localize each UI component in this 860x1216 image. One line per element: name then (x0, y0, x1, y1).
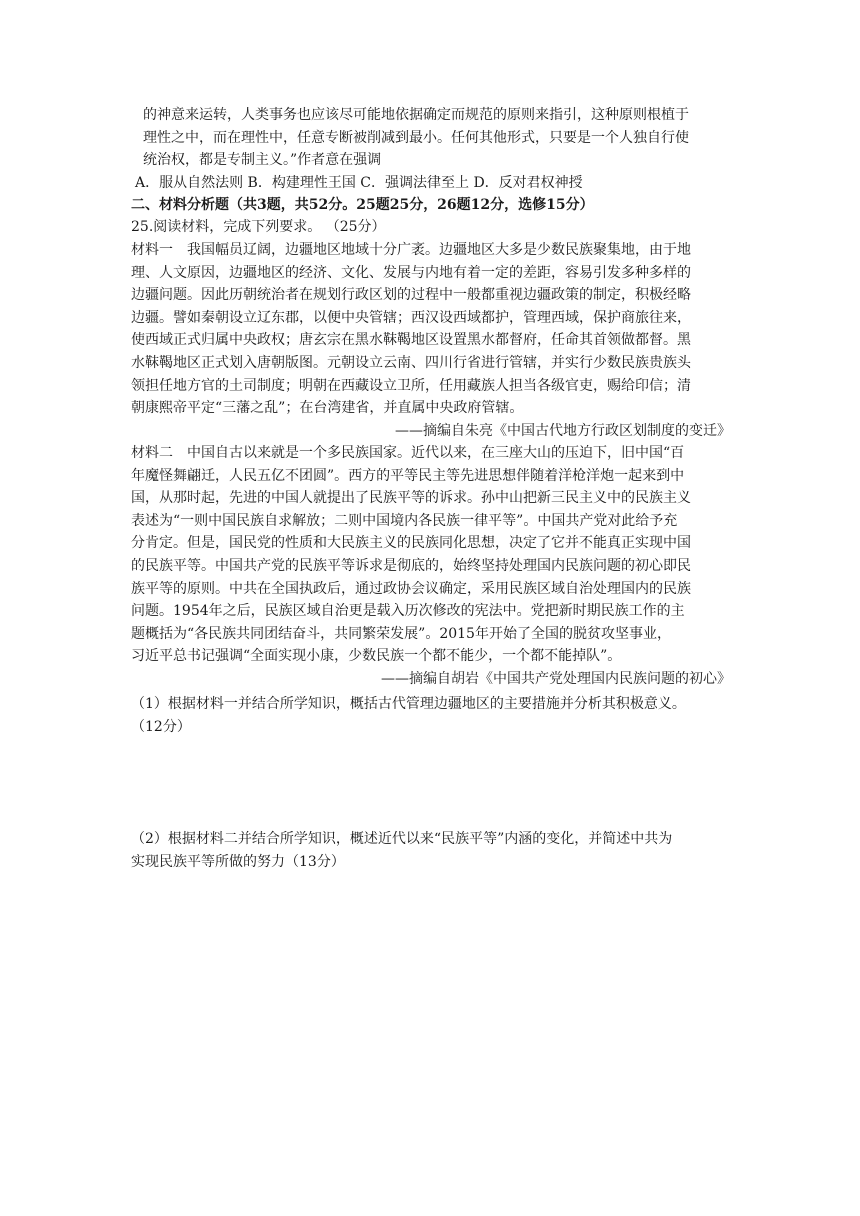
material-line: 分肯定。但是，国民党的性质和大民族主义的民族同化思想，决定了它并不能真正实现中国 (131, 535, 691, 552)
material-line (131, 239, 731, 262)
sub-question-2 (131, 828, 731, 873)
sub-question-1 (131, 693, 731, 738)
material-line: 年魔怪舞翩迁，人民五亿不团圆”。西方的平等民主等先进思想伴随着洋枪洋炮一起来到中 (131, 467, 685, 484)
material-line: 使西域正式归属中央政权；唐玄宗在黑水靺鞨地区设置黑水都督府，任命其首领做都督。黑 (131, 332, 691, 349)
material-label: 材料一 (131, 242, 173, 258)
answer-options (131, 172, 731, 195)
material-line: 表述为“一则中国民族自求解放；二则中国境内各民族一律平等”。中国共产党对此给予充 (131, 512, 678, 529)
material-line: 理、人文原因，边疆地区的经济、文化、发展与内地有着一定的差距，容易引发多种多样的 (131, 264, 691, 281)
material-line: 边疆。譬如秦朝设立辽东郡，以便中央管辖；西汉设西域都护，管理西域，保护商旅往来， (131, 309, 691, 326)
question-25-header (131, 216, 731, 239)
options-line: A．服从自然法则 B．构建理性王国 C．强调法律至上 D．反对君权神授 (135, 175, 583, 191)
question-line: （12分） (131, 718, 191, 735)
material-line: 的民族平等。中国共产党的民族平等诉求是彻底的，始终坚持处理国内民族问题的初心即民 (131, 557, 691, 574)
material-line: 族平等的原则。中共在全国执政后，通过政协会议确定，采用民族区域自治处理国内的民族 (131, 580, 691, 597)
answer-space (131, 740, 731, 820)
material-line: 水靺鞨地区正式划入唐朝版图。元朝设立云南、四川行省进行管辖，并实行少数民族贵族头 (131, 354, 691, 371)
question-header: 25.阅读材料，完成下列要求。 （25分） (131, 219, 386, 235)
material-line: 题概括为“各民族共同团结奋斗，共同繁荣发展”。2015年开始了全国的脱贫攻坚事业， (131, 625, 671, 642)
question-line: （2）根据材料二并结合所学知识，概述近代以来“民族平等”内涵的变化，并简述中共为 (131, 831, 673, 847)
material-source: ——摘编自朱亮《中国古代地方行政区划制度的变迁》 (395, 422, 731, 439)
material-line: 问题。1954年之后，民族区域自治更是载入历次修改的宪法中。党把新时期民族工作的主 (131, 603, 685, 620)
material-line: 习近平总书记强调“全面实现小康，少数民族一个都不能少，一个都不能掉队”。 (131, 648, 622, 665)
material-line: 边疆问题。因此历朝统治者在规划行政区划的过程中一般都重视边疆政策的制定，积极经略 (131, 287, 691, 304)
intro-line: 的神意来运转，人类事务也应该尽可能地依据确定而规范的原则来指引，这种原则根植于 (143, 107, 689, 123)
material-label: 材料二 (131, 445, 173, 461)
material-line: 领担任地方官的土司制度；明朝在西藏设立卫所，任用藏族人担当各级官吏，赐给印信；清 (131, 377, 691, 394)
material-line: 国，从那时起，先进的中国人就提出了民族平等的诉求。孙中山把新三民主义中的民族主义 (131, 490, 691, 507)
section-heading (131, 194, 731, 217)
material-source: ——摘编自胡岩《中国共产党处理国内民族问题的初心》 (381, 670, 731, 687)
material-text: 我国幅员辽阔，边疆地区地域十分广袤。边疆地区大多是少数民族聚集地，由于地 (187, 242, 691, 258)
material-two (131, 442, 731, 691)
material-line: 朝康熙帝平定“三藩之乱”；在台湾建省，并直属中央政府管辖。 (131, 400, 524, 417)
material-one (131, 239, 731, 442)
section-title: 二、材料分析题（共3题，共52分。25题25分，26题12分，选修15分） (131, 197, 594, 213)
material-text: 中国自古以来就是一个多民族国家。近代以来，在三座大山的压迫下，旧中国“百 (187, 445, 685, 461)
intro-line: 理性之中，而在理性中，任意专断被削减到最小。任何其他形式，只要是一个人独自行使 (143, 129, 689, 146)
intro-passage (131, 104, 731, 172)
question-line: 实现民族平等所做的努力（13分） (131, 853, 345, 870)
intro-line: 统治权，都是专制主义。”作者意在强调 (143, 152, 382, 169)
question-line: （1）根据材料一并结合所学知识，概括古代管理边疆地区的主要措施并分析其积极意义。 (131, 696, 686, 712)
material-line (131, 442, 731, 465)
